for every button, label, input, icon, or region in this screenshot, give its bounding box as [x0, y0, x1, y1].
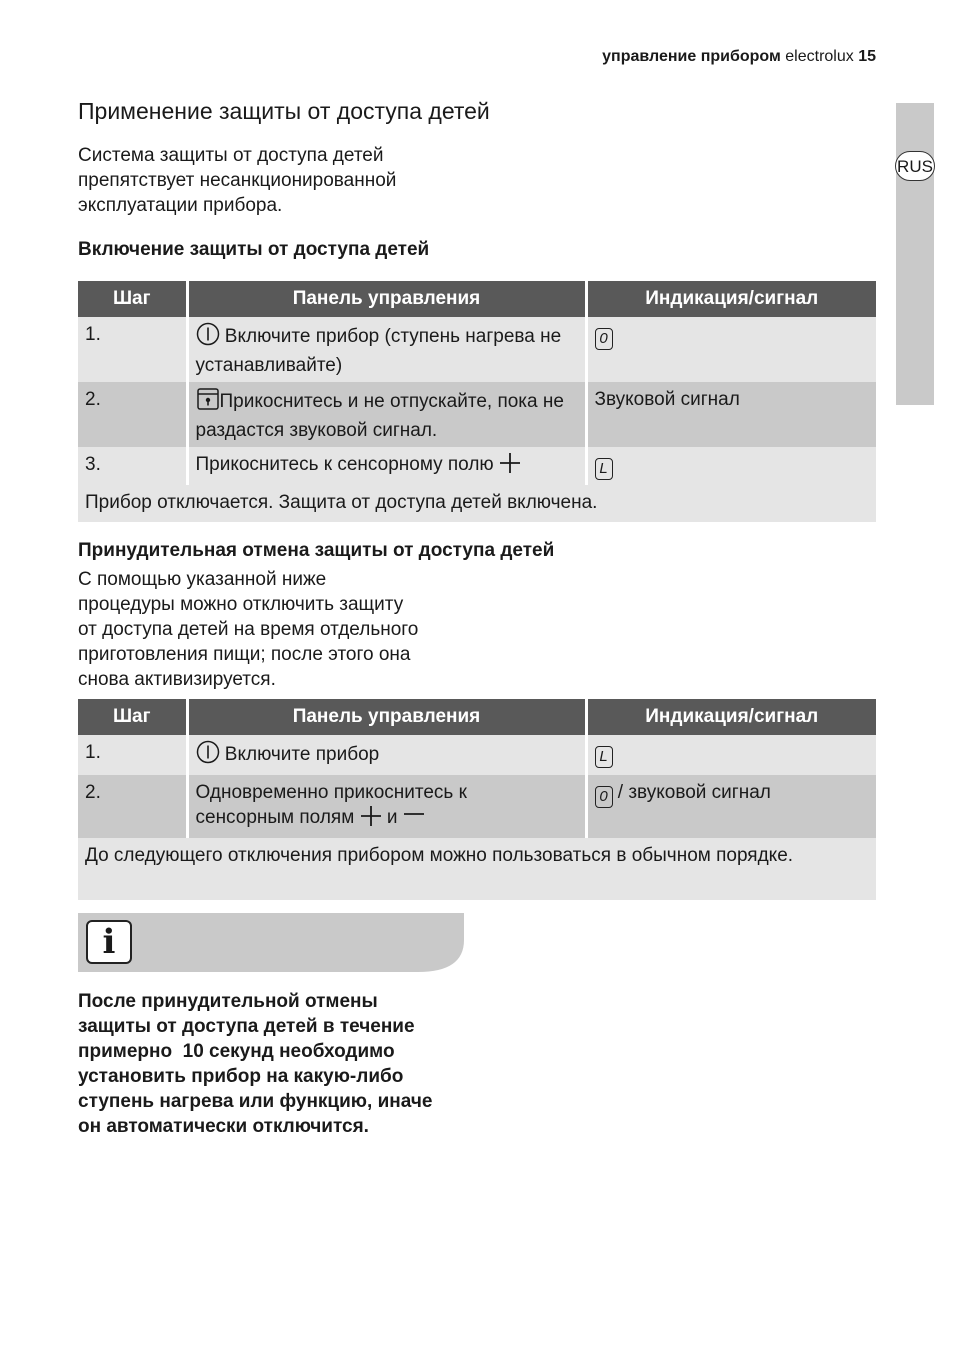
intro-line: С помощью указанной ниже [78, 569, 327, 590]
panel-text: Прикоснитесь к сенсорному полю [195, 454, 494, 475]
header-indication: Индикация/сигнал [586, 699, 876, 735]
display-symbol: 0 [595, 786, 613, 808]
section2-intro [78, 567, 418, 692]
header-step: Шаг [78, 281, 187, 317]
table-note-row [78, 485, 876, 522]
panel-text: Одновременно прикоснитесь к [195, 782, 467, 803]
info-text [78, 989, 432, 1139]
info-line: ступень нагрева или функцию, иначе [78, 1091, 433, 1112]
info-line: он автоматически отключится. [78, 1116, 369, 1137]
section-title: Применение защиты от доступа детей [78, 98, 490, 124]
header-indication: Индикация/сигнал [586, 281, 876, 317]
minus-icon [403, 805, 425, 834]
table-row [78, 447, 876, 485]
panel-cell [187, 447, 586, 485]
plus-icon [360, 805, 382, 834]
intro-line: эксплуатации прибора. [78, 195, 283, 216]
intro-line: препятствует несанкционированной [78, 170, 397, 191]
panel-cell [187, 317, 586, 382]
section1-intro [78, 143, 396, 218]
table-header-row [78, 699, 876, 735]
display-symbol: 0 [595, 328, 613, 350]
step-cell: 1. [78, 735, 187, 775]
language-badge: RUS [895, 151, 935, 181]
info-line: защиты от доступа детей в течение [78, 1016, 415, 1037]
table-row [78, 735, 876, 775]
info-line: установить прибор на какую-либо [78, 1066, 404, 1087]
table-note-row [78, 838, 876, 900]
info-line: После принудительной отмены [78, 991, 378, 1012]
power-icon [196, 740, 220, 771]
running-header [602, 48, 876, 66]
indication-cell: Звуковой сигнал [586, 382, 876, 447]
indication-cell [586, 317, 876, 382]
table-header-row [78, 281, 876, 317]
page-number: 15 [858, 48, 876, 65]
panel-text: Включите прибор [224, 744, 380, 765]
lock-override-table [78, 699, 876, 900]
step-cell: 2. [78, 382, 187, 447]
panel-cell [187, 735, 586, 775]
info-banner [78, 913, 464, 972]
table-row [78, 382, 876, 447]
indication-cell [586, 447, 876, 485]
step-cell: 1. [78, 317, 187, 382]
intro-line: Система защиты от доступа детей [78, 145, 384, 166]
intro-line: снова активизируется. [78, 669, 276, 690]
panel-cell [187, 775, 586, 838]
header-panel: Панель управления [187, 281, 586, 317]
intro-line: приготовления пищи; после этого она [78, 644, 411, 665]
display-symbol: L [595, 746, 613, 768]
table-note: До следующего отключения прибором можно пользоваться в обычном порядке. [78, 838, 876, 900]
panel-text: Прикоснитесь и не отпускайте, пока не раздастся звуковой сигнал. [195, 391, 564, 441]
step-cell: 2. [78, 775, 187, 838]
side-tab [896, 103, 934, 405]
power-icon [196, 322, 220, 353]
header-brand: electrolux [785, 48, 854, 65]
info-icon: i [86, 920, 132, 964]
panel-cell [187, 382, 586, 447]
table-row [78, 317, 876, 382]
indication-cell [586, 735, 876, 775]
signal-text: / звуковой сигнал [617, 782, 771, 803]
header-panel: Панель управления [187, 699, 586, 735]
header-step: Шаг [78, 699, 187, 735]
info-line: примерно 10 секунд необходимо [78, 1041, 395, 1062]
panel-text: Включите прибор (ступень нагрева не устанавливайте) [195, 326, 562, 376]
section2-subheading: Принудительная отмена защиты от доступа детей [78, 540, 555, 561]
indication-cell [586, 775, 876, 838]
lock-activation-table [78, 281, 876, 522]
section1-subheading: Включение защиты от доступа детей [78, 239, 430, 260]
intro-line: процедуры можно отключить защиту [78, 594, 404, 615]
table-row [78, 775, 876, 838]
panel-conjunction: и [386, 807, 398, 828]
intro-line: от доступа детей на время отдельного [78, 619, 419, 640]
table-note: Прибор отключается. Защита от доступа детей включена. [78, 485, 876, 522]
display-symbol: L [595, 458, 613, 480]
lock-icon [196, 387, 220, 418]
panel-text: сенсорным полям [195, 807, 355, 828]
plus-icon [499, 452, 521, 481]
step-cell: 3. [78, 447, 187, 485]
header-section: управление прибором [602, 48, 781, 65]
